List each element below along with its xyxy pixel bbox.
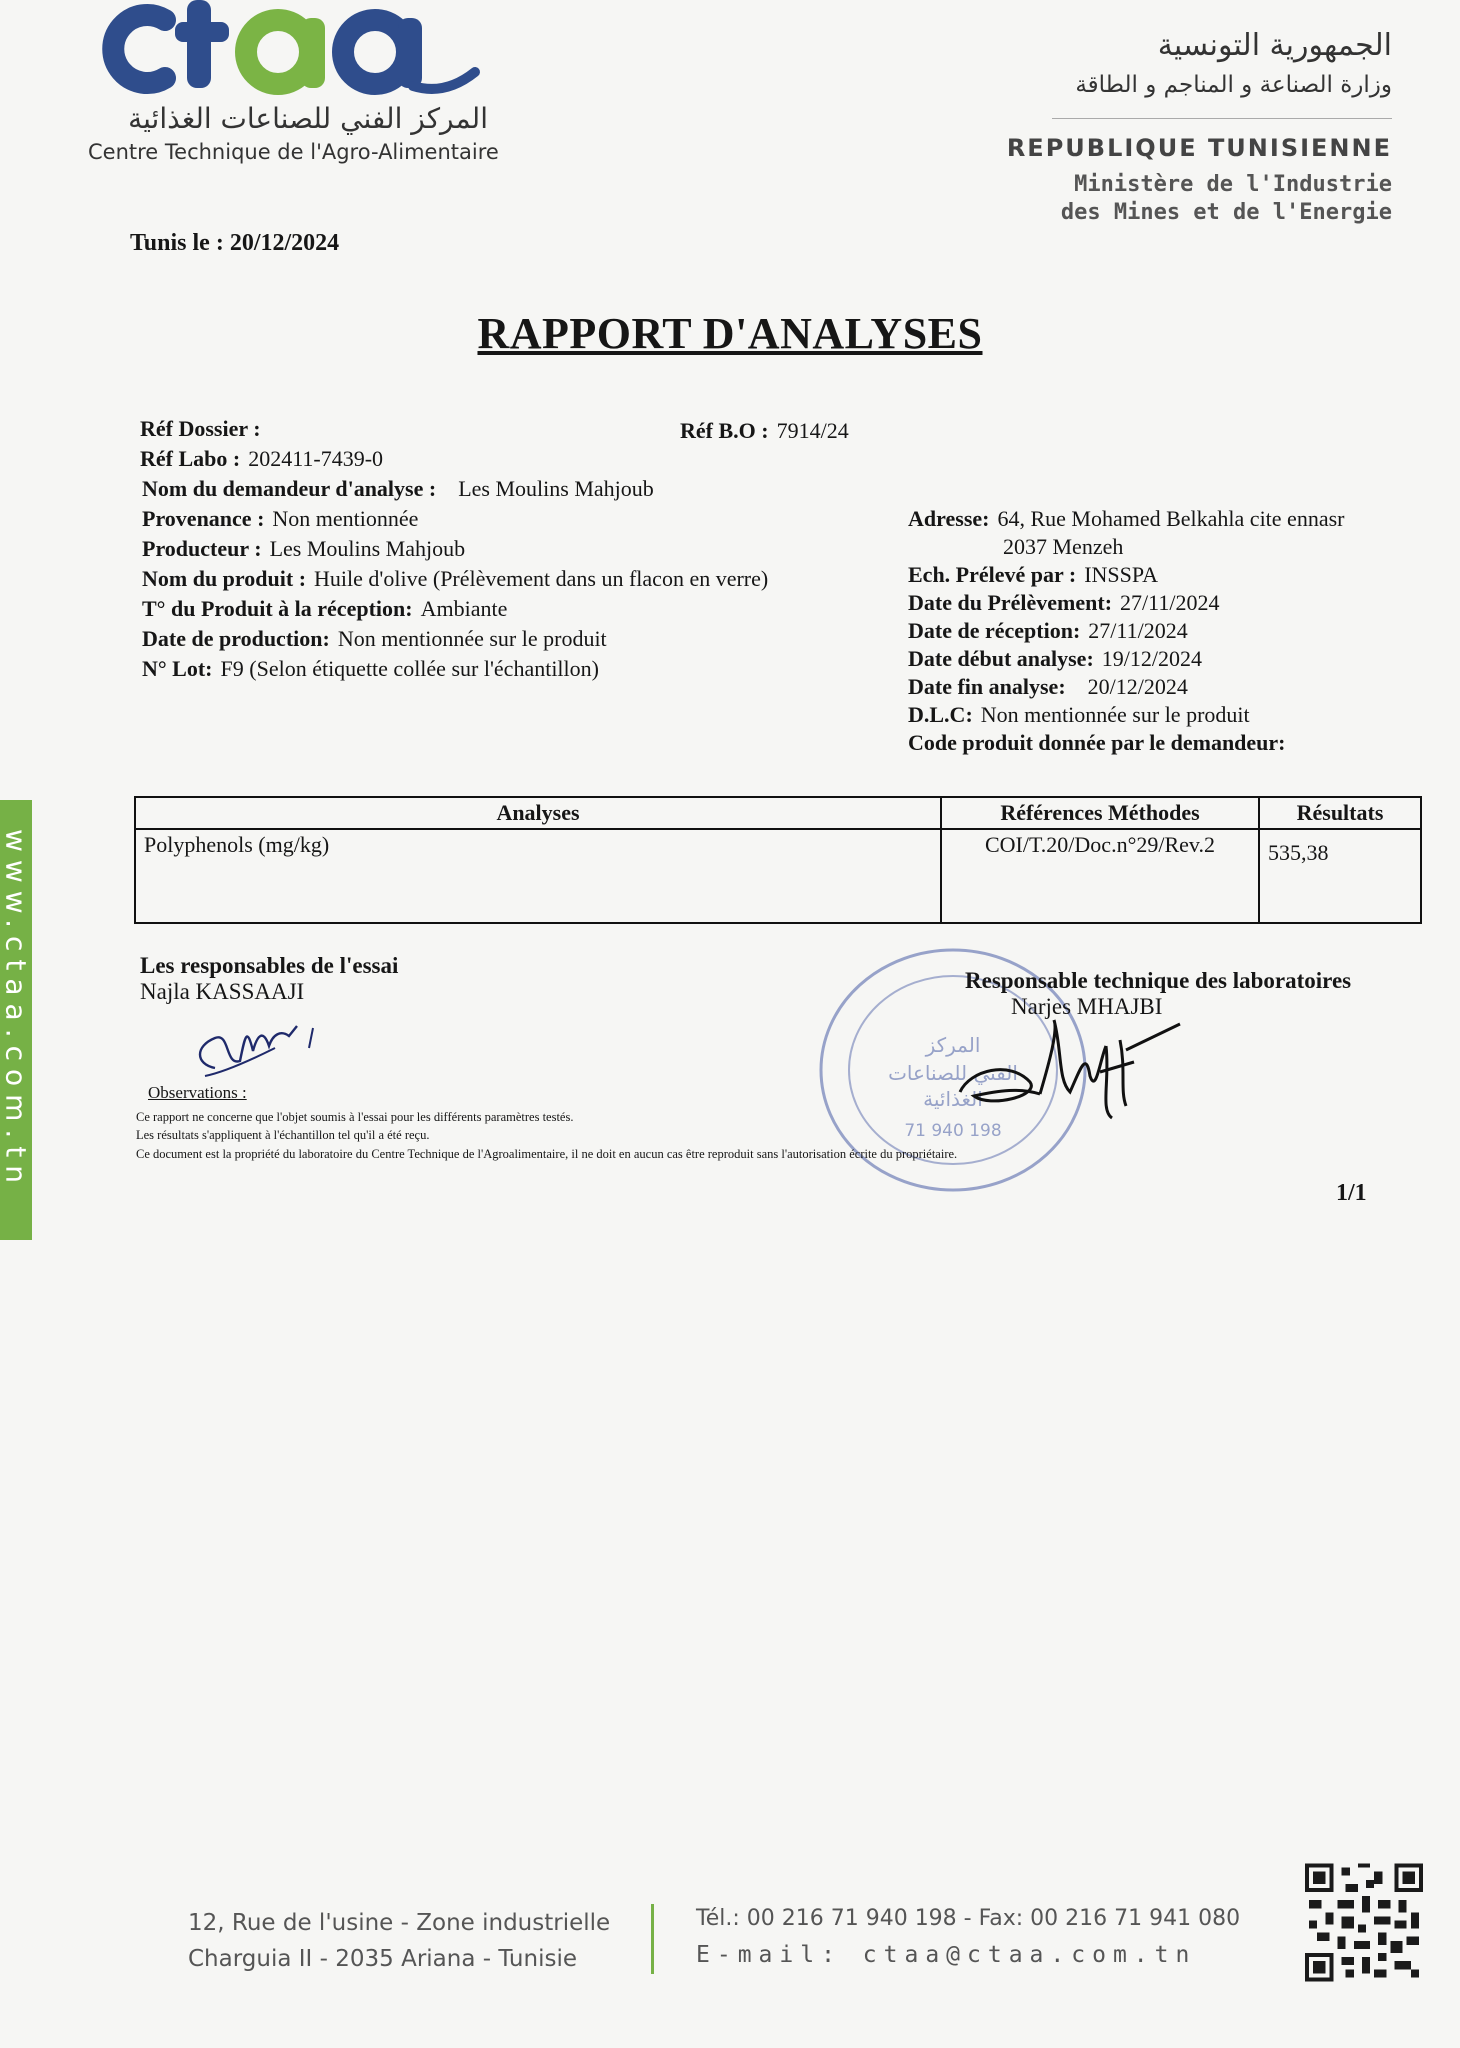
field-label: Réf Labo : bbox=[140, 446, 241, 471]
svg-text:الغذائية: الغذائية bbox=[923, 1087, 983, 1111]
ministry-french-line1: Ministère de l'Industrie bbox=[1074, 172, 1392, 197]
field-value: Huile d'olive (Prélèvement dans un flacon en verre) bbox=[314, 566, 769, 591]
field-value: Non mentionnée bbox=[272, 506, 419, 531]
republic-arabic: الجمهورية التونسية bbox=[1157, 28, 1392, 63]
footer-address-line1: 12, Rue de l'usine - Zone industrielle bbox=[188, 1910, 611, 1936]
page-number: 1/1 bbox=[1336, 1180, 1367, 1206]
field-dlc bbox=[908, 702, 1250, 728]
field-label: Adresse: bbox=[908, 506, 990, 531]
svg-text:المركز: المركز bbox=[925, 1033, 981, 1057]
field-value: 64, Rue Mohamed Belkahla cite ennasr bbox=[997, 506, 1345, 531]
results-table bbox=[134, 796, 1422, 924]
field-value: Ambiante bbox=[420, 596, 508, 621]
field-preleve-par bbox=[908, 562, 1158, 588]
ctaa-logo bbox=[95, 0, 495, 105]
field-code-produit bbox=[908, 730, 1286, 756]
cell-method: COI/T.20/Doc.n°29/Rev.2 bbox=[941, 829, 1259, 922]
field-produit bbox=[142, 566, 768, 592]
field-value: Les Moulins Mahjoub bbox=[458, 476, 654, 501]
field-ref-labo bbox=[140, 446, 383, 472]
signatory-left bbox=[140, 953, 398, 1005]
field-label: Producteur : bbox=[142, 536, 262, 561]
signature-right-icon bbox=[950, 1010, 1190, 1140]
field-date-fin bbox=[908, 674, 1188, 700]
field-value: 27/11/2024 bbox=[1120, 590, 1220, 615]
observation-line: Ce rapport ne concerne que l'objet soumis à l'essai pour les différents paramètres testés. bbox=[136, 1110, 574, 1124]
field-value: INSSPA bbox=[1084, 562, 1159, 587]
field-label: Provenance : bbox=[142, 506, 265, 531]
field-label: Nom du demandeur d'analyse : bbox=[142, 476, 437, 501]
field-label: Nom du produit : bbox=[142, 566, 307, 591]
field-value: F9 (Selon étiquette collée sur l'échantillon) bbox=[220, 656, 599, 681]
field-date-prelevement bbox=[908, 590, 1219, 616]
field-label: Ech. Prélevé par : bbox=[908, 562, 1077, 587]
footer-address-line2: Charguia II - 2035 Ariana - Tunisie bbox=[188, 1946, 577, 1972]
column-header-methods: Références Méthodes bbox=[941, 798, 1259, 829]
signatory-name: Narjes MHAJBI bbox=[1011, 994, 1163, 1019]
field-value: 7914/24 bbox=[776, 418, 849, 443]
field-label: Date de production: bbox=[142, 626, 330, 651]
field-adresse-line2: 2037 Menzeh bbox=[1003, 534, 1124, 559]
org-name-french: Centre Technique de l'Agro-Alimentaire bbox=[88, 140, 499, 164]
observation-line: Les résultats s'appliquent à l'échantillon tel qu'il a été reçu. bbox=[136, 1128, 430, 1142]
field-date-reception bbox=[908, 618, 1188, 644]
cell-result: 535,38 bbox=[1259, 829, 1420, 922]
footer-email: E-mail: ctaa@ctaa.com.tn bbox=[696, 1942, 1197, 1968]
footer-phone-fax: Tél.: 00 216 71 940 198 - Fax: 00 216 71 941 080 bbox=[696, 1906, 1241, 1931]
footer-divider bbox=[651, 1904, 654, 1974]
cell-analysis: Polyphenols (mg/kg) bbox=[144, 832, 330, 857]
field-value: Les Moulins Mahjoub bbox=[269, 536, 466, 561]
field-value: Non mentionnée sur le produit bbox=[337, 626, 607, 651]
table-header-row bbox=[136, 798, 1420, 829]
ministry-french-line2: des Mines et de l'Energie bbox=[1060, 200, 1392, 225]
field-date-production bbox=[142, 626, 607, 652]
field-date-debut bbox=[908, 646, 1202, 672]
signatory-title: Responsable technique des laboratoires bbox=[965, 968, 1352, 993]
field-label: Date fin analyse: bbox=[908, 674, 1066, 699]
field-label: Code produit donnée par le demandeur: bbox=[908, 730, 1286, 755]
republic-french: REPUBLIQUE TUNISIENNE bbox=[1006, 134, 1392, 162]
field-adresse bbox=[908, 506, 1344, 532]
field-producteur bbox=[142, 536, 465, 562]
observation-line: Ce document est la propriété du laboratoire du Centre Technique de l'Agroalimentaire, il ne doit en aucun cas être reproduit sans l'autorisation écrite du propriétaire. bbox=[136, 1147, 958, 1161]
org-name-arabic: المركز الفني للصناعات الغذائية bbox=[128, 102, 488, 135]
field-value: 27/11/2024 bbox=[1088, 618, 1188, 643]
field-label: Date du Prélèvement: bbox=[908, 590, 1113, 615]
signatory-name: Najla KASSAAJI bbox=[140, 979, 305, 1004]
svg-text:الفني للصناعات: الفني للصناعات bbox=[888, 1061, 1018, 1085]
field-temperature bbox=[142, 596, 507, 622]
field-label: T° du Produit à la réception: bbox=[142, 596, 413, 621]
field-label: Date de réception: bbox=[908, 618, 1081, 643]
field-value: 20/12/2024 bbox=[1087, 674, 1188, 699]
field-label: Réf B.O : bbox=[680, 418, 769, 443]
svg-text:71 940 198: 71 940 198 bbox=[904, 1121, 1002, 1141]
field-provenance bbox=[142, 506, 418, 532]
column-header-analyses: Analyses bbox=[136, 798, 941, 829]
column-header-results: Résultats bbox=[1259, 798, 1420, 829]
field-label: N° Lot: bbox=[142, 656, 213, 681]
field-label: Réf Dossier : bbox=[140, 416, 261, 441]
field-ref-bo bbox=[680, 418, 849, 444]
field-value: Non mentionnée sur le produit bbox=[980, 702, 1250, 727]
field-label: Date début analyse: bbox=[908, 646, 1094, 671]
side-banner-url: www.ctaa.com.tn bbox=[0, 828, 33, 1192]
qr-code-icon bbox=[1305, 1860, 1423, 1985]
report-date: Tunis le : 20/12/2024 bbox=[130, 230, 340, 256]
signature-left-icon bbox=[185, 1006, 345, 1086]
ministry-arabic: وزارة الصناعة و المناجم و الطاقة bbox=[1075, 72, 1392, 98]
signatory-title: Les responsables de l'essai bbox=[140, 953, 399, 978]
page-title: RAPPORT D'ANALYSES bbox=[477, 309, 983, 358]
field-label: D.L.C: bbox=[908, 702, 973, 727]
field-lot bbox=[142, 656, 599, 682]
header-divider bbox=[1052, 118, 1392, 119]
observations-heading: Observations : bbox=[148, 1083, 247, 1102]
field-value: 202411-7439-0 bbox=[248, 446, 384, 471]
table-row bbox=[136, 829, 1420, 922]
field-value: 19/12/2024 bbox=[1101, 646, 1203, 671]
field-demandeur bbox=[142, 476, 654, 502]
field-ref-dossier bbox=[140, 416, 261, 442]
